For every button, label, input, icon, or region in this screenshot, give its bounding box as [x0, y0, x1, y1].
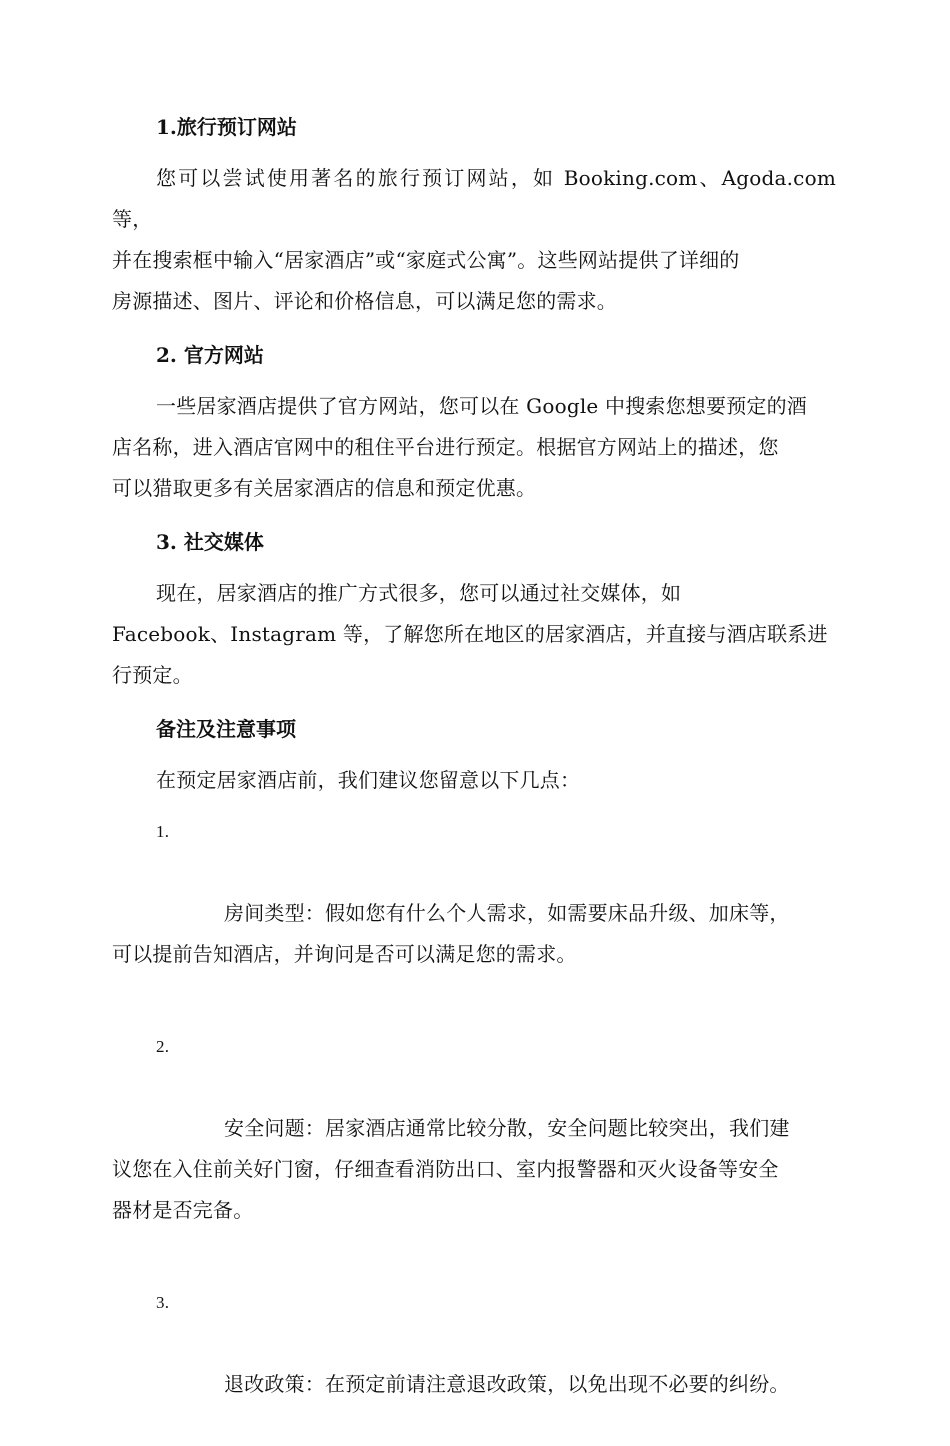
list-item-text: 房间类型：假如您有什么个人需求，如需要床品升级、加床等， 可以提前告知酒店，并询问是否可以满足您的需求。: [112, 901, 790, 966]
section-heading-official-sites: 2. 官方网站: [156, 343, 264, 367]
list-item-number: 1.: [156, 822, 170, 841]
notes-intro: 在预定居家酒店前，我们建议您留意以下几点：: [156, 768, 581, 792]
list-item-text: 退改政策：在预定前请注意退改政策，以免出现不必要的纠纷。: [224, 1372, 790, 1396]
notes-list-item: [112, 1282, 836, 1446]
list-item-text: 安全问题：居家酒店通常比较分散，安全问题比较突出，我们建 议您在入住前关好门窗，仔细查看消防出口、室内报警器和灭火设备等安全 器材是否完备。: [112, 1116, 790, 1222]
notes-heading: 备注及注意事项: [156, 717, 296, 741]
section-paragraph-official-sites: 一些居家酒店提供了官方网站，您可以在 Google 中搜索您想要预定的酒 店名称，进入酒店官网中的租住平台进行预定。根据官方网站上的描述，您 可以猎取更多有关居家酒店的信息和预定优惠。: [112, 394, 808, 500]
notes-list-item: [112, 1026, 836, 1272]
list-item-number: 3.: [156, 1293, 170, 1312]
document-body: [112, 104, 836, 1446]
section-paragraph-travel-sites: 您可以尝试使用著名的旅行预订网站，如 Booking.com、Agoda.com 等， 并在搜索框中输入“居家酒店”或“家庭式公寓”。这些网站提供了详细的 房源描述、图片、评论和价格信息，可以满足您的需求。: [112, 166, 836, 313]
notes-list-item: [112, 811, 836, 1016]
list-item-number: 2.: [156, 1037, 170, 1056]
section-heading-social-media: 3. 社交媒体: [156, 530, 264, 554]
section-heading-travel-sites: 1.旅行预订网站: [156, 115, 297, 139]
section-paragraph-social-media: 现在，居家酒店的推广方式很多，您可以通过社交媒体，如 Facebook、Instagram 等，了解您所在地区的居家酒店，并直接与酒店联系进 行预定。: [112, 581, 828, 687]
